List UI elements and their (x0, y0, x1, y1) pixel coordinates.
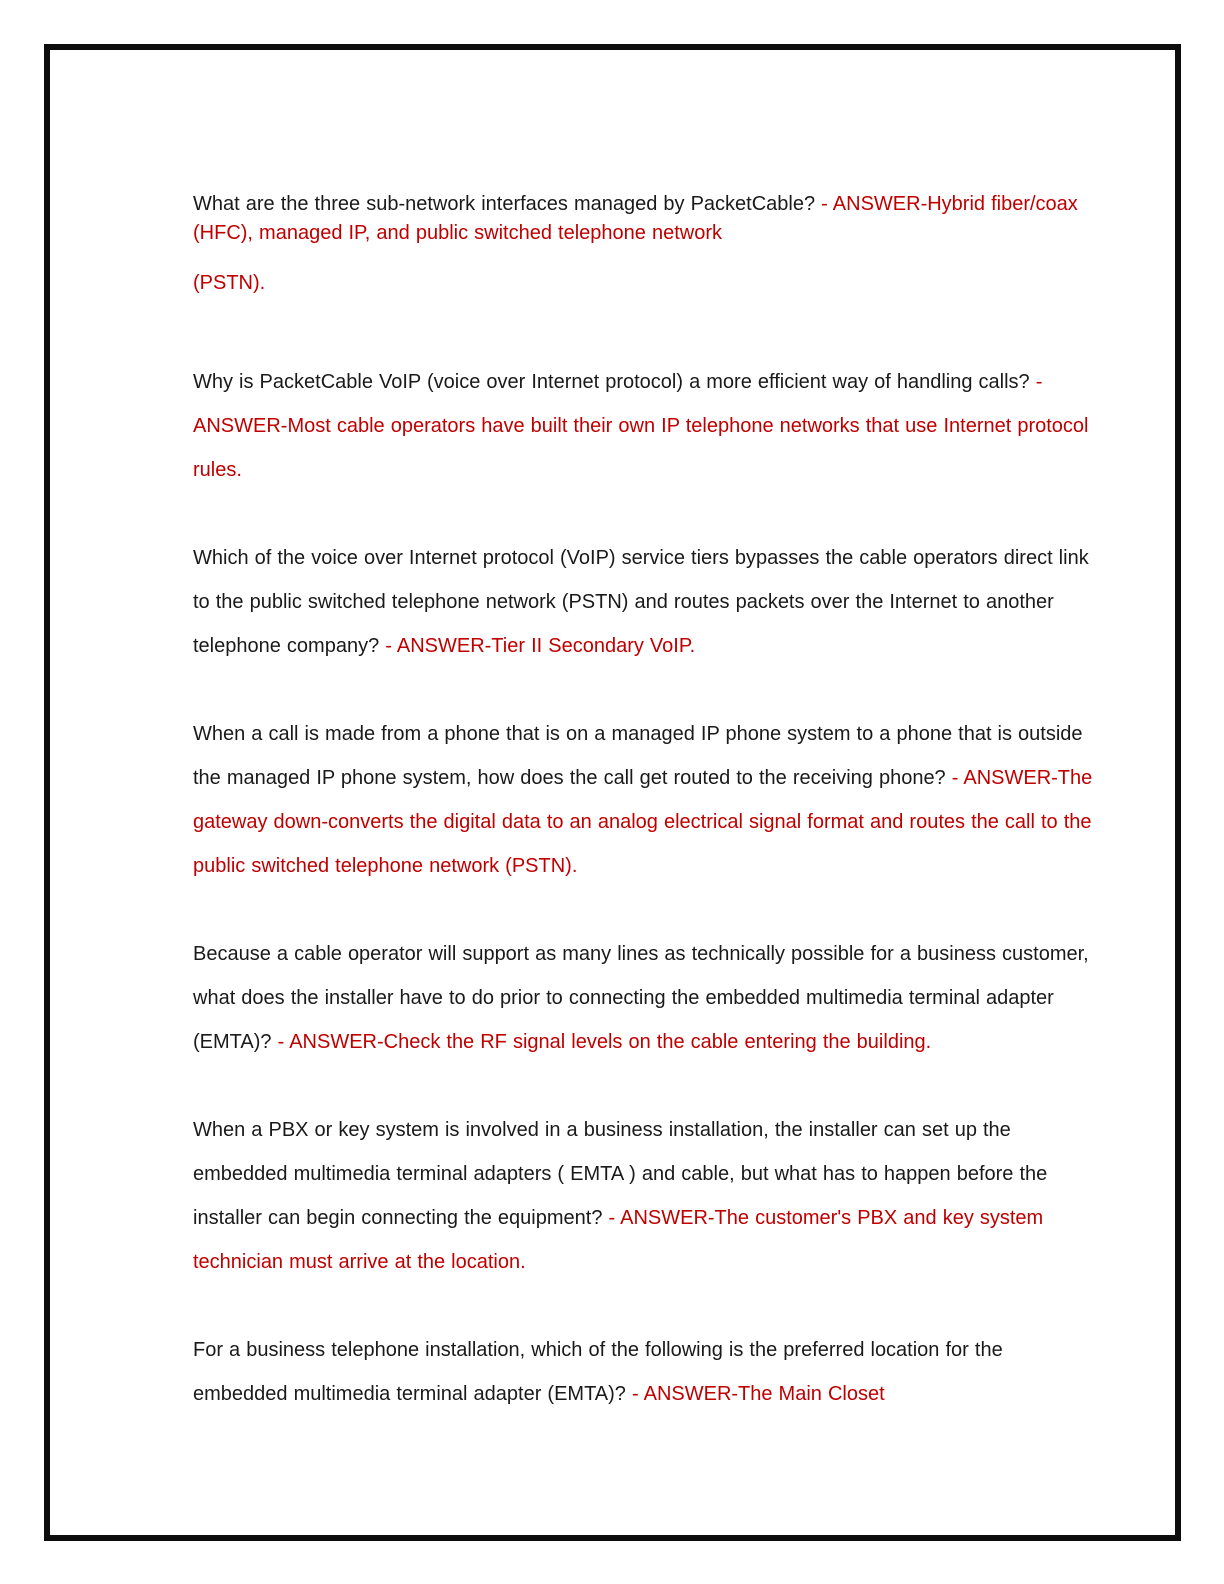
answer-text: - ANSWER-The Main Closet (631, 1383, 885, 1405)
question-text: When a PBX or key system is involved in a business installation, the installer can set up the embedded multimedia terminal adapters ( EMTA ) and cable, but what has to happen before the installer can begin connecting the equipment? (193, 1119, 1048, 1229)
answer-text: - ANSWER-Check the RF signal levels on the cable entering the building. (277, 1031, 932, 1053)
qa-paragraph (193, 360, 1103, 492)
question-text: Which of the voice over Internet protocol (VoIP) service tiers bypasses the cable operators direct link to the public switched telephone network (PSTN) and routes packets over the Internet to another telephone company? (193, 547, 1089, 657)
answer-text: - ANSWER-Most cable operators have built their own IP telephone networks that use Internet protocol rules. (193, 371, 1089, 481)
qa-item (193, 1108, 1103, 1284)
qa-item (193, 536, 1103, 668)
qa-paragraph (193, 1328, 1103, 1416)
answer-text: - ANSWER-Tier II Secondary VoIP. (385, 635, 696, 657)
qa-item (193, 360, 1103, 492)
question-text: For a business telephone installation, which of the following is the preferred location for the embedded multimedia terminal adapter (EMTA)? (193, 1339, 1003, 1405)
qa-item (193, 1328, 1103, 1416)
document-content (193, 190, 1103, 1460)
page-border (44, 44, 1181, 1541)
qa-paragraph (193, 1108, 1103, 1284)
qa-item (193, 190, 1103, 298)
question-text: When a call is made from a phone that is on a managed IP phone system to a phone that is outside the managed IP phone system, how does the call get routed to the receiving phone? (193, 723, 1083, 789)
qa-paragraph (193, 536, 1103, 668)
answer-text: - ANSWER-The customer's PBX and key system technician must arrive at the location. (193, 1207, 1044, 1273)
qa-item (193, 932, 1103, 1064)
qa-paragraph (193, 932, 1103, 1064)
qa-paragraph (193, 712, 1103, 888)
answer-text: - ANSWER-Hybrid fiber/coax (HFC), managed IP, and public switched telephone network (193, 193, 1078, 244)
qa-item (193, 712, 1103, 888)
question-text: Because a cable operator will support as many lines as technically possible for a business customer, what does the installer have to do prior to connecting the embedded multimedia terminal adapter (EMTA)? (193, 943, 1089, 1053)
question-text: What are the three sub-network interfaces managed by PacketCable? (193, 193, 822, 215)
question-text: Why is PacketCable VoIP (voice over Internet protocol) a more efficient way of handling calls? (193, 371, 1036, 393)
qa-paragraph (193, 190, 1103, 248)
answer-text: - ANSWER-The gateway down-converts the digital data to an analog electrical signal format and routes the call to the public switched telephone network (PSTN). (193, 767, 1093, 877)
answer-continued-text: (PSTN). (193, 272, 266, 294)
